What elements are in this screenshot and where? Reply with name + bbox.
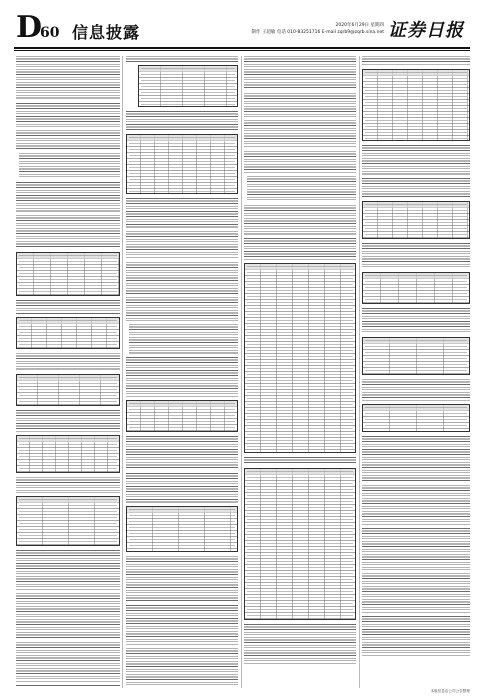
article-text <box>126 262 238 294</box>
article-column-4 <box>362 56 470 686</box>
article-text <box>362 243 470 269</box>
article-column-2 <box>126 56 238 686</box>
article-text <box>126 198 238 228</box>
article-text <box>362 308 470 334</box>
data-table <box>362 69 470 141</box>
data-table <box>126 506 238 552</box>
article-text <box>126 436 238 470</box>
article-text <box>244 457 356 465</box>
section-title: 信息披露 <box>72 23 141 42</box>
data-table <box>362 201 470 239</box>
article-text <box>362 573 470 613</box>
article-text <box>16 56 120 100</box>
data-table <box>16 435 120 473</box>
page-letter: D <box>16 10 43 45</box>
article-text <box>126 231 238 259</box>
publication-contact: 制作 王超敏 电话 010-83251716 E-mail zqrb9@zqrb.sina.net <box>251 30 384 35</box>
publication-date: 2020年6月29日 星期四 <box>335 23 384 28</box>
data-table <box>362 337 470 375</box>
column-divider <box>241 56 242 688</box>
article-text <box>244 151 356 173</box>
article-text <box>16 410 120 432</box>
article-text <box>126 111 238 131</box>
article-text <box>19 153 120 179</box>
article-text <box>362 178 470 198</box>
article-text <box>244 56 356 90</box>
article-text <box>244 205 356 235</box>
article-text <box>16 477 120 493</box>
article-text <box>16 685 120 686</box>
page-number: 60 <box>40 25 60 41</box>
data-table <box>16 252 120 296</box>
article-text <box>16 182 120 212</box>
article-text <box>16 353 120 371</box>
column-divider <box>122 56 123 688</box>
newspaper-logo: 证券日报 <box>388 20 464 41</box>
header-rule-thin <box>14 50 470 51</box>
data-table <box>16 374 120 406</box>
article-text <box>129 324 238 354</box>
article-text <box>126 56 238 62</box>
data-table <box>126 400 238 432</box>
data-table <box>244 468 356 620</box>
article-text <box>362 379 470 401</box>
article-text <box>16 550 120 590</box>
article-text <box>16 130 120 150</box>
data-table <box>362 404 470 432</box>
data-table <box>244 263 356 453</box>
column-divider <box>359 56 360 688</box>
article-text <box>16 300 120 314</box>
article-text <box>16 642 120 682</box>
data-table <box>16 496 120 546</box>
article-text <box>362 616 470 656</box>
data-table <box>138 65 238 107</box>
article-text <box>126 648 238 686</box>
article-text <box>16 593 120 639</box>
article-text <box>126 297 238 321</box>
article-text <box>126 473 238 503</box>
article-text <box>126 605 238 645</box>
data-table <box>16 317 120 349</box>
article-text <box>362 528 470 570</box>
article-column-1 <box>16 56 120 686</box>
article-text <box>126 556 238 602</box>
article-text <box>362 485 470 525</box>
article-text <box>244 120 356 148</box>
article-text <box>247 176 356 202</box>
article-text <box>362 56 470 66</box>
article-text <box>362 145 470 175</box>
article-text <box>244 624 356 664</box>
article-column-3 <box>244 56 356 686</box>
article-text <box>244 93 356 117</box>
article-text <box>16 215 120 249</box>
data-table <box>362 272 470 304</box>
masthead <box>14 12 470 48</box>
article-text <box>16 103 120 127</box>
footer-note: 本版信息由公司公告整理 <box>430 689 470 693</box>
header-rule <box>14 47 470 49</box>
article-text <box>244 238 356 260</box>
article-text <box>126 357 238 397</box>
article-text <box>362 436 470 482</box>
data-table <box>126 134 238 194</box>
